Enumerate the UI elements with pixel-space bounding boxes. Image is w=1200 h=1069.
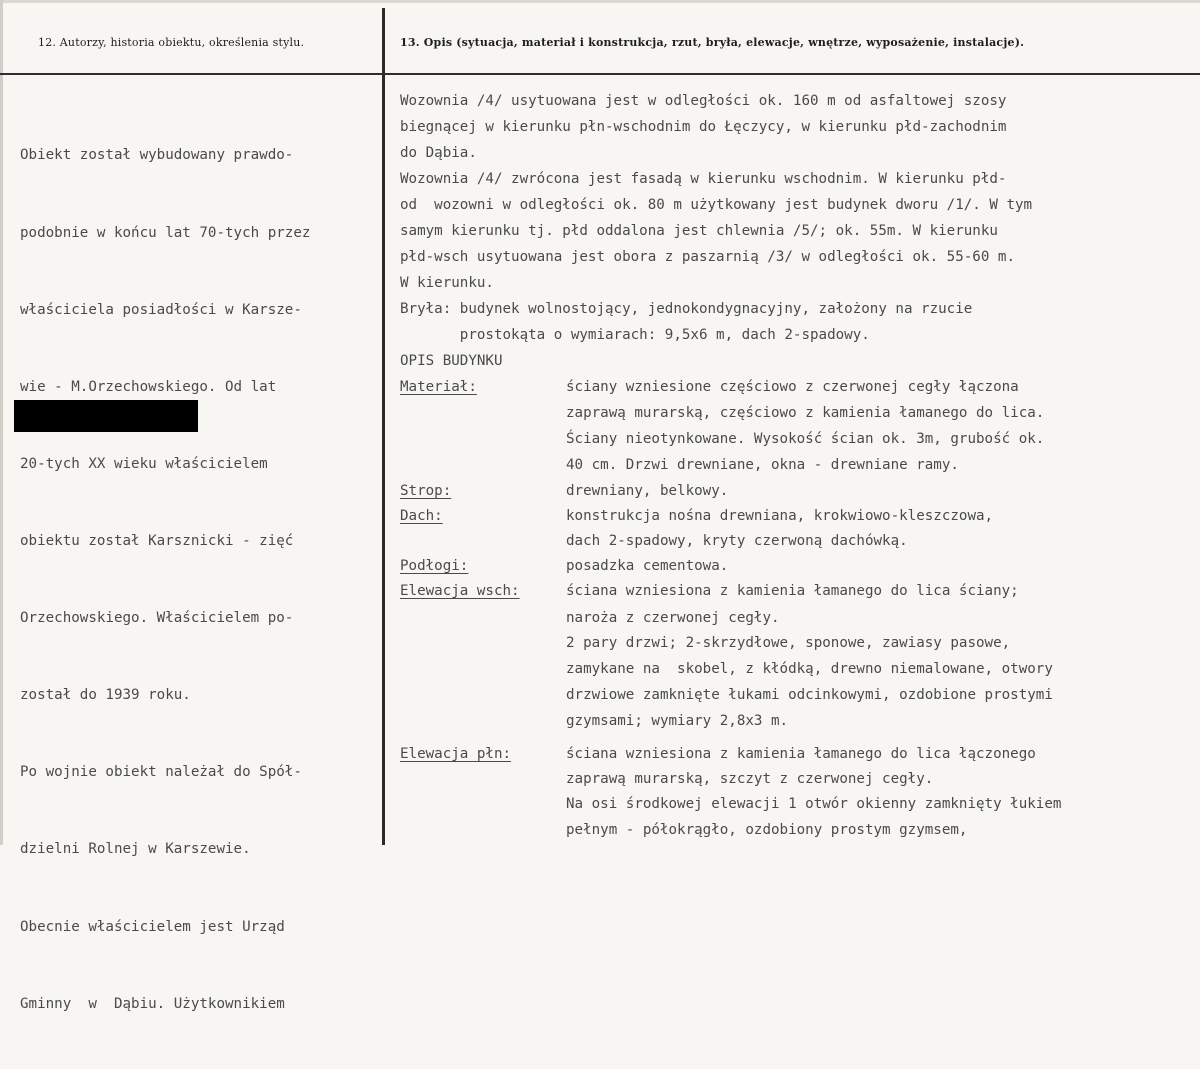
value-line: drewniany, belkowy. — [566, 483, 729, 499]
redaction-bar — [14, 400, 198, 432]
value-line: zaprawą murarską, szczyt z czerwonej cegły. — [566, 771, 934, 787]
label-strop: Strop: — [400, 483, 452, 499]
history-line: właściciela posiadłości w Karsze- — [20, 301, 302, 318]
value-line: 40 cm. Drzwi drewniane, okna - drewniane ramy. — [566, 457, 959, 473]
body-line: Bryła: budynek wolnostojący, jednokondygnacyjny, założony na rzucie — [400, 301, 973, 317]
building-description-heading: OPIS BUDYNKU — [400, 353, 503, 369]
history-line: podobnie w końcu lat 70-tych przez — [20, 224, 311, 241]
description-line: od wozowni w odległości ok. 80 m użytkowany jest budynek dworu /1/. W tym — [400, 197, 1033, 213]
label-podlogi: Podłogi: — [400, 558, 469, 574]
value-line: Na osi środkowej elewacji 1 otwór okienny zamknięty łukiem — [566, 796, 1062, 812]
value-line: naroża z czerwonej cegły. — [566, 610, 780, 626]
history-line: dzielni Rolnej w Karszewie. — [20, 841, 251, 858]
label-material: Materiał: — [400, 379, 477, 395]
top-edge — [0, 0, 1200, 3]
value-line: posadzka cementowa. — [566, 558, 729, 574]
value-line: pełnym - półokrągło, ozdobiony prostym gzymsem, — [566, 822, 968, 838]
value-line: ściany wzniesione częściowo z czerwonej cegły łączona — [566, 379, 1019, 395]
label-elewacja-pln: Elewacja płn: — [400, 746, 512, 762]
value-line: gzymsami; wymiary 2,8x3 m. — [566, 713, 789, 729]
label-dach: Dach: — [400, 508, 443, 524]
value-line: ściana wzniesiona z kamienia łamanego do lica ściany; — [566, 583, 1019, 599]
history-line: obiektu został Karsznicki - zięć — [20, 532, 294, 549]
value-line: 2 pary drzwi; 2-skrzydłowe, sponowe, zawiasy pasowe, — [566, 635, 1011, 651]
description-line: W kierunku. — [400, 275, 494, 291]
history-line: Orzechowskiego. Właścicielem po- — [20, 610, 294, 627]
history-line: wie - M.Orzechowskiego. Od lat — [20, 378, 277, 395]
column-divider — [382, 8, 385, 845]
value-line: dach 2-spadowy, kryty czerwoną dachówką. — [566, 533, 908, 549]
history-line: został do 1939 roku. — [20, 687, 191, 704]
history-text — [20, 92, 380, 1069]
history-line: Po wojnie obiekt należał do Spół- — [20, 764, 302, 781]
description-line: płd-wsch usytuowana jest obora z paszarnią /3/ w odległości ok. 55-60 m. — [400, 249, 1015, 265]
description-line: biegnącej w kierunku płn-wschodnim do Łęczycy, w kierunku płd-zachodnim — [400, 119, 1007, 135]
history-line: 20-tych XX wieku właścicielem — [20, 455, 268, 472]
body-line-cont: prostokąta o wymiarach: 9,5x6 m, dach 2-spadowy. — [400, 327, 870, 343]
value-line: konstrukcja nośna drewniana, krokwiowo-kleszczowa, — [566, 508, 994, 524]
description-line: Wozownia /4/ usytuowana jest w odległości ok. 160 m od asfaltowej szosy — [400, 93, 1007, 109]
value-line: Ściany nieotynkowane. Wysokość ścian ok. 3m, grubość ok. — [566, 431, 1045, 447]
header-divider — [0, 73, 1200, 75]
history-line: Gminny w Dąbiu. Użytkownikiem — [20, 995, 285, 1012]
value-line: zamykane na skobel, z kłódką, drewno niemalowane, otwory — [566, 661, 1053, 677]
description-line: Wozownia /4/ zwrócona jest fasadą w kierunku wschodnim. W kierunku płd- — [400, 171, 1007, 187]
value-line: ściana wzniesiona z kamienia łamanego do lica łączonego — [566, 746, 1036, 762]
section-13-header: 13. Opis (sytuacja, materiał i konstrukcja, rzut, bryła, elewacje, wnętrze, wyposażenie, instalacje). — [400, 36, 1025, 49]
left-edge — [0, 0, 3, 845]
label-elewacja-wsch: Elewacja wsch: — [400, 583, 520, 599]
description-line: samym kierunku tj. płd oddalona jest chlewnia /5/; ok. 55m. W kierunku — [400, 223, 998, 239]
value-line: zaprawą murarską, częściowo z kamienia łamanego do lica. — [566, 405, 1045, 421]
section-12-header: 12. Autorzy, historia obiektu, określenia stylu. — [38, 36, 305, 49]
history-line: Obiekt został wybudowany prawdo- — [20, 147, 294, 164]
value-line: drzwiowe zamknięte łukami odcinkowymi, ozdobione prostymi — [566, 687, 1053, 703]
description-line: do Dąbia. — [400, 145, 477, 161]
history-line: Obecnie właścicielem jest Urząd — [20, 918, 285, 935]
